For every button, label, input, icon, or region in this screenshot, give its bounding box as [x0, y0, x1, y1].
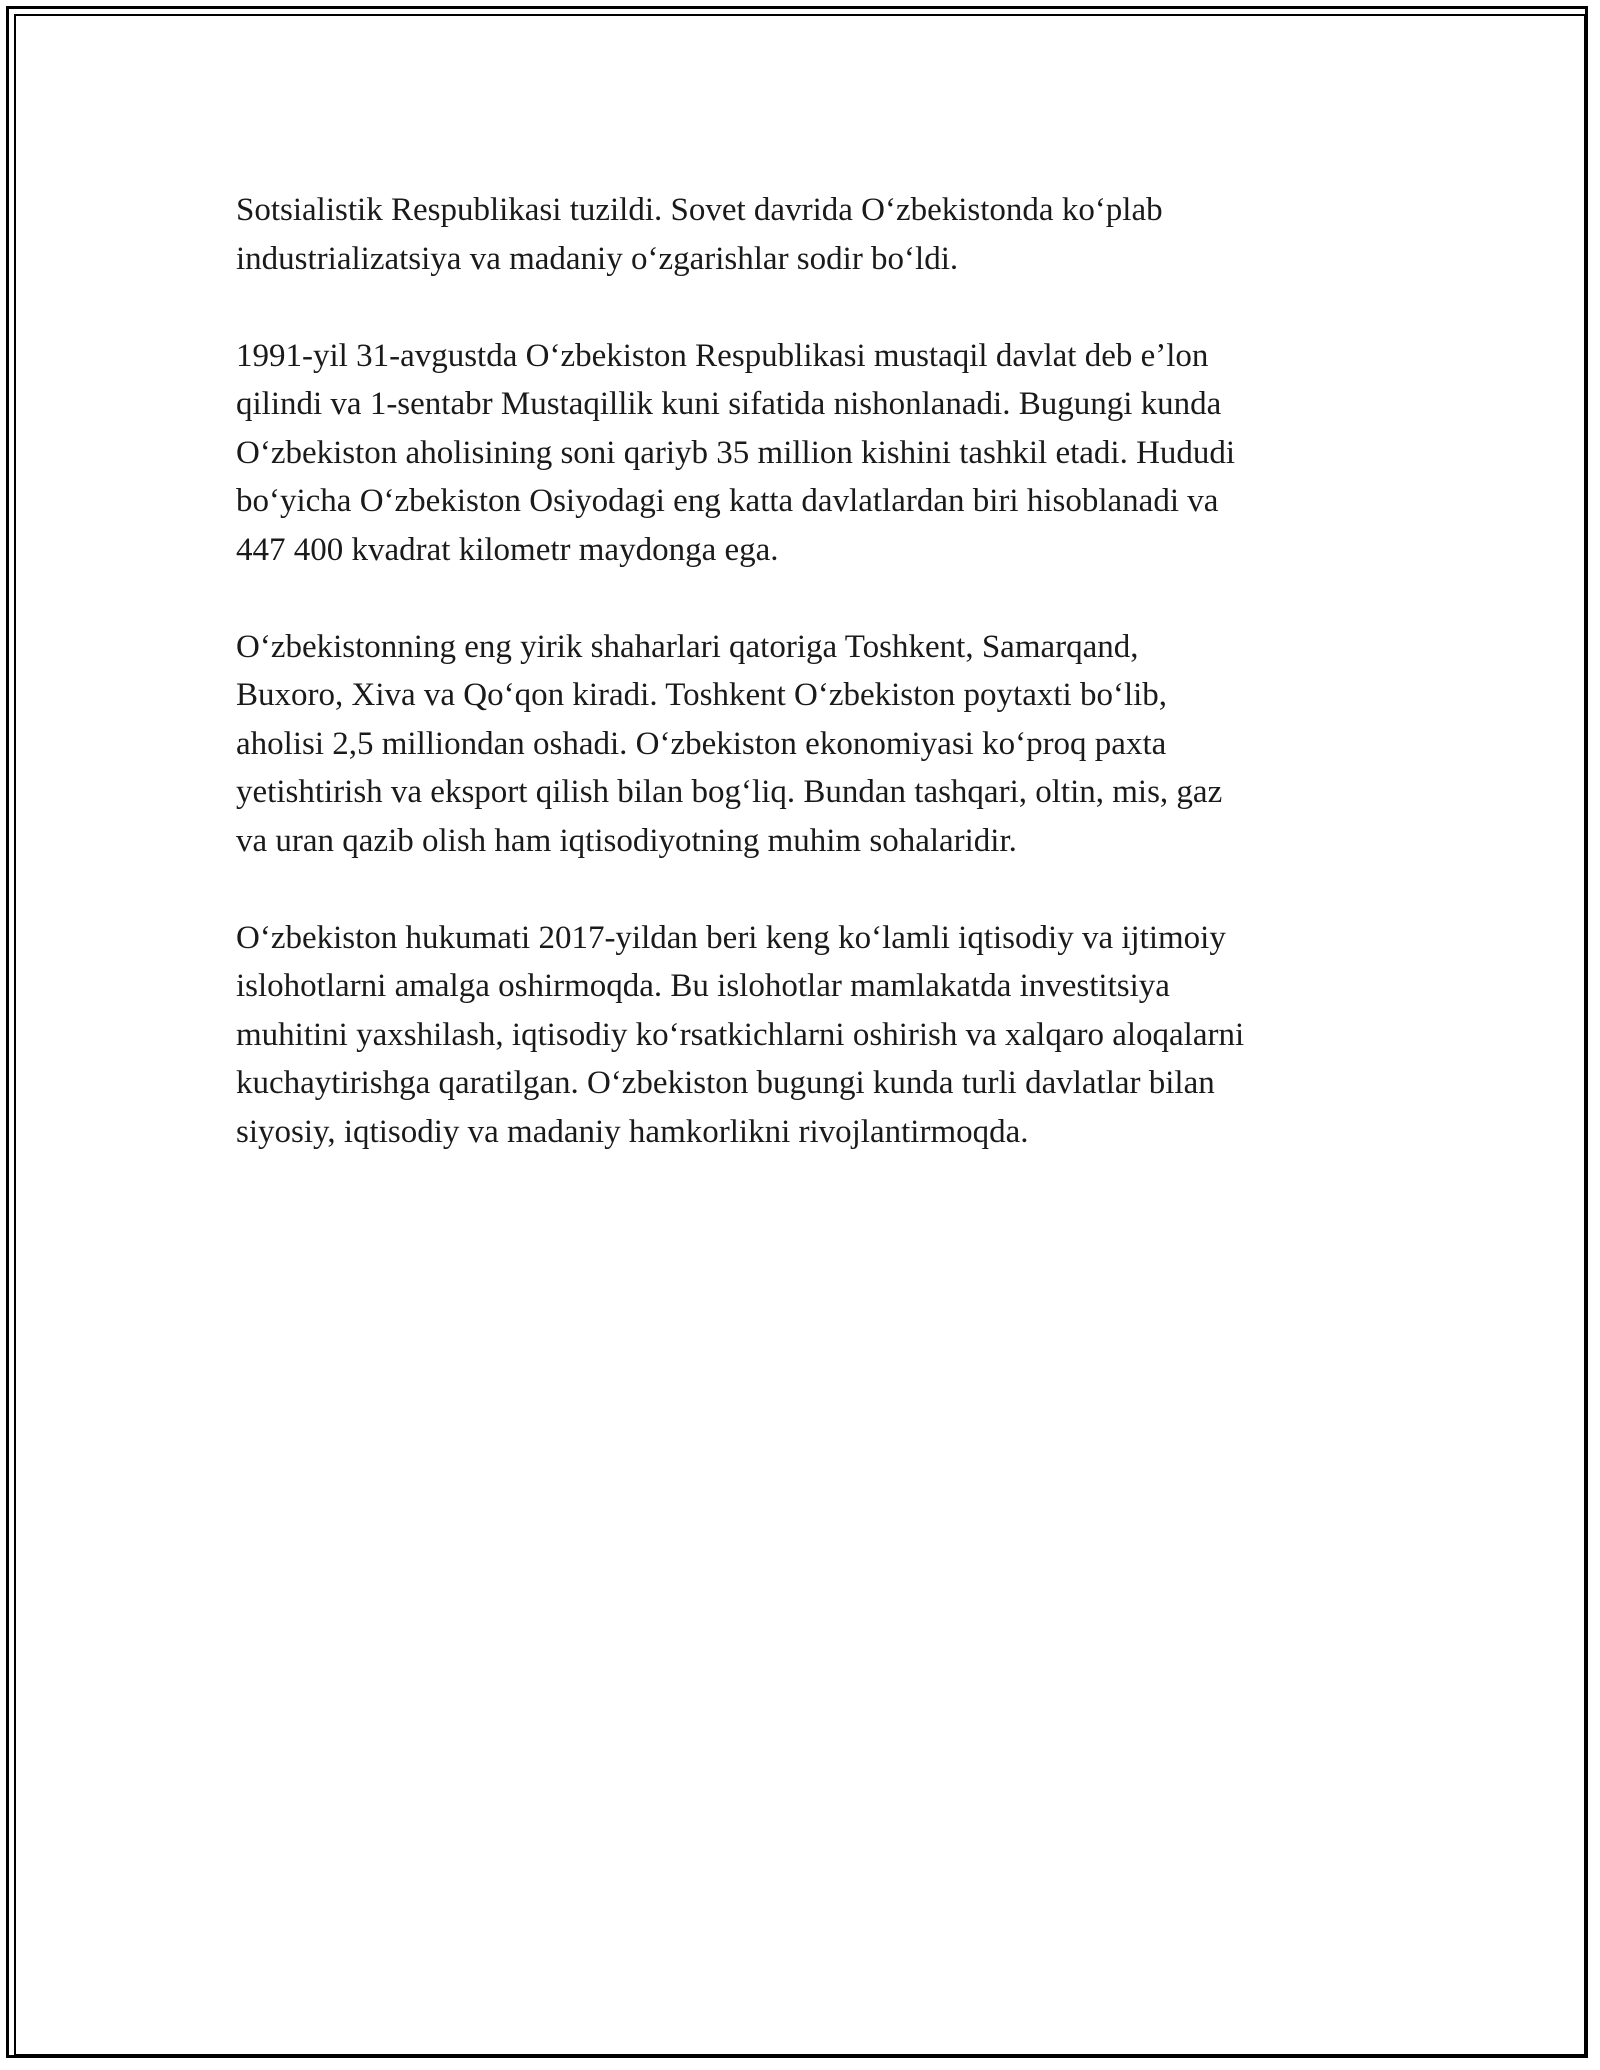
- paragraph-line: va uran qazib olish ham iqtisodiyotning muhim sohalaridir.: [236, 822, 1017, 859]
- paragraph-line: aholisi 2,5 milliondan oshadi. Oʻzbekiston ekonomiyasi koʻproq paxta: [236, 725, 1167, 762]
- paragraph-line: islohotlarni amalga oshirmoqda. Bu islohotlar mamlakatda investitsiya: [236, 968, 1170, 1004]
- paragraph-line: industrializatsiya va madaniy oʻzgarishlar sodir boʻldi.: [236, 240, 959, 277]
- paragraph-line: Oʻzbekistonning eng yirik shaharlari qatoriga Toshkent, Samarqand,: [236, 628, 1139, 665]
- paragraph-line: Buxoro, Xiva va Qoʻqon kiradi. Toshkent Oʻzbekiston poytaxti boʻlib,: [236, 677, 1168, 713]
- paragraph-line: boʻyicha Oʻzbekiston Osiyodagi eng katta davlatlardan biri hisoblanadi va: [236, 483, 1219, 519]
- document-body: [236, 186, 1376, 1205]
- paragraph-3: [236, 623, 1376, 866]
- paragraph-line: Oʻzbekiston hukumati 2017-yildan beri keng koʻlamli iqtisodiy va ijtimoiy: [236, 919, 1226, 956]
- paragraph-line: muhitini yaxshilash, iqtisodiy koʻrsatkichlarni oshirish va xalqaro aloqalarni: [236, 1016, 1245, 1053]
- paragraph-line: Sotsialistik Respublikasi tuzildi. Sovet davrida Oʻzbekistonda koʻplab: [236, 192, 1163, 228]
- paragraph-line: qilindi va 1-sentabr Mustaqillik kuni sifatida nishonlanadi. Bugungi kunda: [236, 386, 1222, 422]
- paragraph-line: siyosiy, iqtisodiy va madaniy hamkorlikni rivojlantirmoqda.: [236, 1113, 1029, 1150]
- paragraph-4: [236, 914, 1376, 1157]
- paragraph-line: 1991-yil 31-avgustda Oʻzbekiston Respublikasi mustaqil davlat deb eʼlon: [236, 337, 1209, 374]
- paragraph-line: 447 400 kvadrat kilometr maydonga ega.: [236, 531, 779, 568]
- paragraph-2: [236, 332, 1376, 575]
- paragraph-1: [236, 186, 1376, 283]
- paragraph-line: yetishtirish va eksport qilish bilan bogʻliq. Bundan tashqari, oltin, mis, gaz: [236, 774, 1223, 810]
- paragraph-line: kuchaytirishga qaratilgan. Oʻzbekiston bugungi kunda turli davlatlar bilan: [236, 1065, 1215, 1101]
- paragraph-line: Oʻzbekiston aholisining soni qariyb 35 million kishini tashkil etadi. Hududi: [236, 434, 1236, 471]
